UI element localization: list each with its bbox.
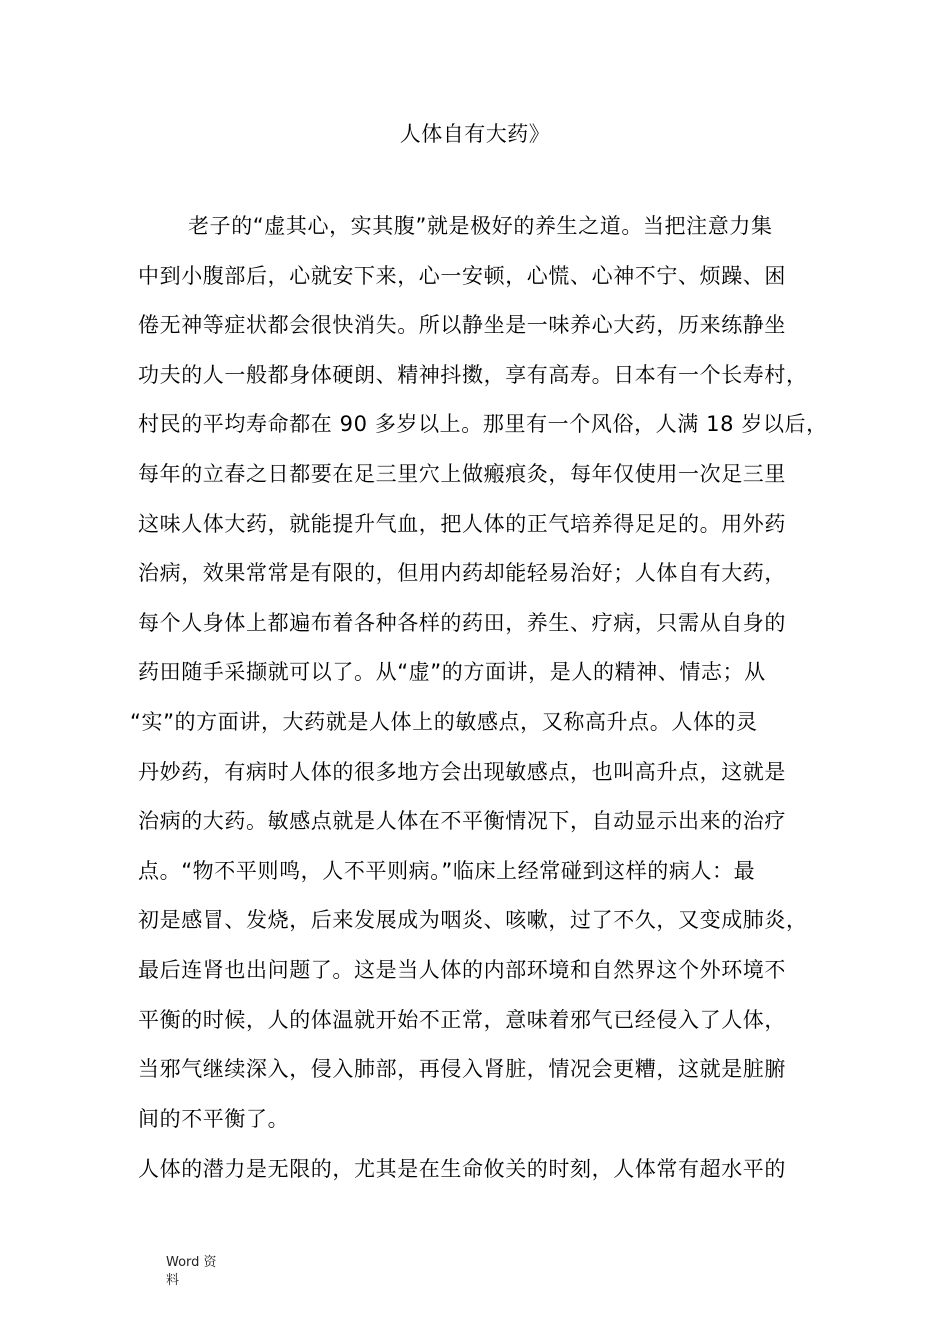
footer-line: Word 资 (166, 1255, 217, 1270)
text-line: 药田随手采撷就可以了。从“虚”的方面讲，是人的精神、情志；从 (138, 660, 766, 685)
text-line: 人体的潜力是无限的，尤其是在生命攸关的时刻，人体常有超水平的 (138, 1157, 786, 1181)
text-line: 丹妙药，有病时人体的很多地方会出现敏感点，也叫高升点，这就是 (138, 759, 786, 784)
text-line: 初是感冒、发烧，后来发展成为咽炎、咳嗽，过了不久，又变成肺炎， (138, 908, 808, 933)
text-line: 最后连肾也出问题了。这是当人体的内部环境和自然界这个外环境不 (138, 957, 786, 982)
text-line: 点。“物不平则鸣，人不平则病。”临床上经常碰到这样的病人：最 (138, 858, 756, 883)
text-line: 倦无神等症状都会很快消失。所以静坐是一味养心大药，历来练静坐 (138, 313, 786, 338)
paragraph-1 (130, 202, 838, 1144)
text-line: “实”的方面讲，大药就是人体上的敏感点，又称高升点。人体的灵 (130, 709, 758, 734)
document-title: 人体自有大药》 (399, 122, 551, 146)
text-line: 这味人体大药，就能提升气血，把人体的正气培养得足足的。用外药 (138, 511, 786, 536)
text-line: 村民的平均寿命都在 90 多岁以上。那里有一个风俗，人满 18 岁以后， (138, 412, 828, 437)
footer-label (166, 1254, 226, 1290)
text-line: 间的不平衡了。 (138, 1106, 290, 1131)
text-line: 功夫的人一般都身体硬朗、精神抖擞，享有高寿。日本有一个长寿村， (138, 362, 808, 387)
footer-line: 料 (166, 1273, 180, 1288)
text-line: 平衡的时候，人的体温就开始不正常，意味着邪气已经侵入了人体， (138, 1007, 786, 1032)
text-line: 中到小腹部后，心就安下来，心一安顿，心慌、心神不宁、烦躁、困 (138, 263, 786, 288)
text-line: 当邪气继续深入，侵入肺部，再侵入肾脏，情况会更糟，这就是脏腑 (138, 1057, 786, 1082)
text-line: 每年的立春之日都要在足三里穴上做瘢痕灸，每年仅使用一次足三里 (138, 461, 786, 486)
text-line: 老子的“虚其心，实其腹”就是极好的养生之道。当把注意力集 (188, 214, 773, 238)
text-line: 治病，效果常常是有限的，但用内药却能轻易治好；人体自有大药， (138, 561, 786, 586)
paragraph-2 (138, 1145, 838, 1195)
text-line: 每个人身体上都遍布着各种各样的药田，养生、疗病，只需从自身的 (138, 610, 786, 635)
text-line: 治病的大药。敏感点就是人体在不平衡情况下，自动显示出来的治疗 (138, 809, 786, 834)
